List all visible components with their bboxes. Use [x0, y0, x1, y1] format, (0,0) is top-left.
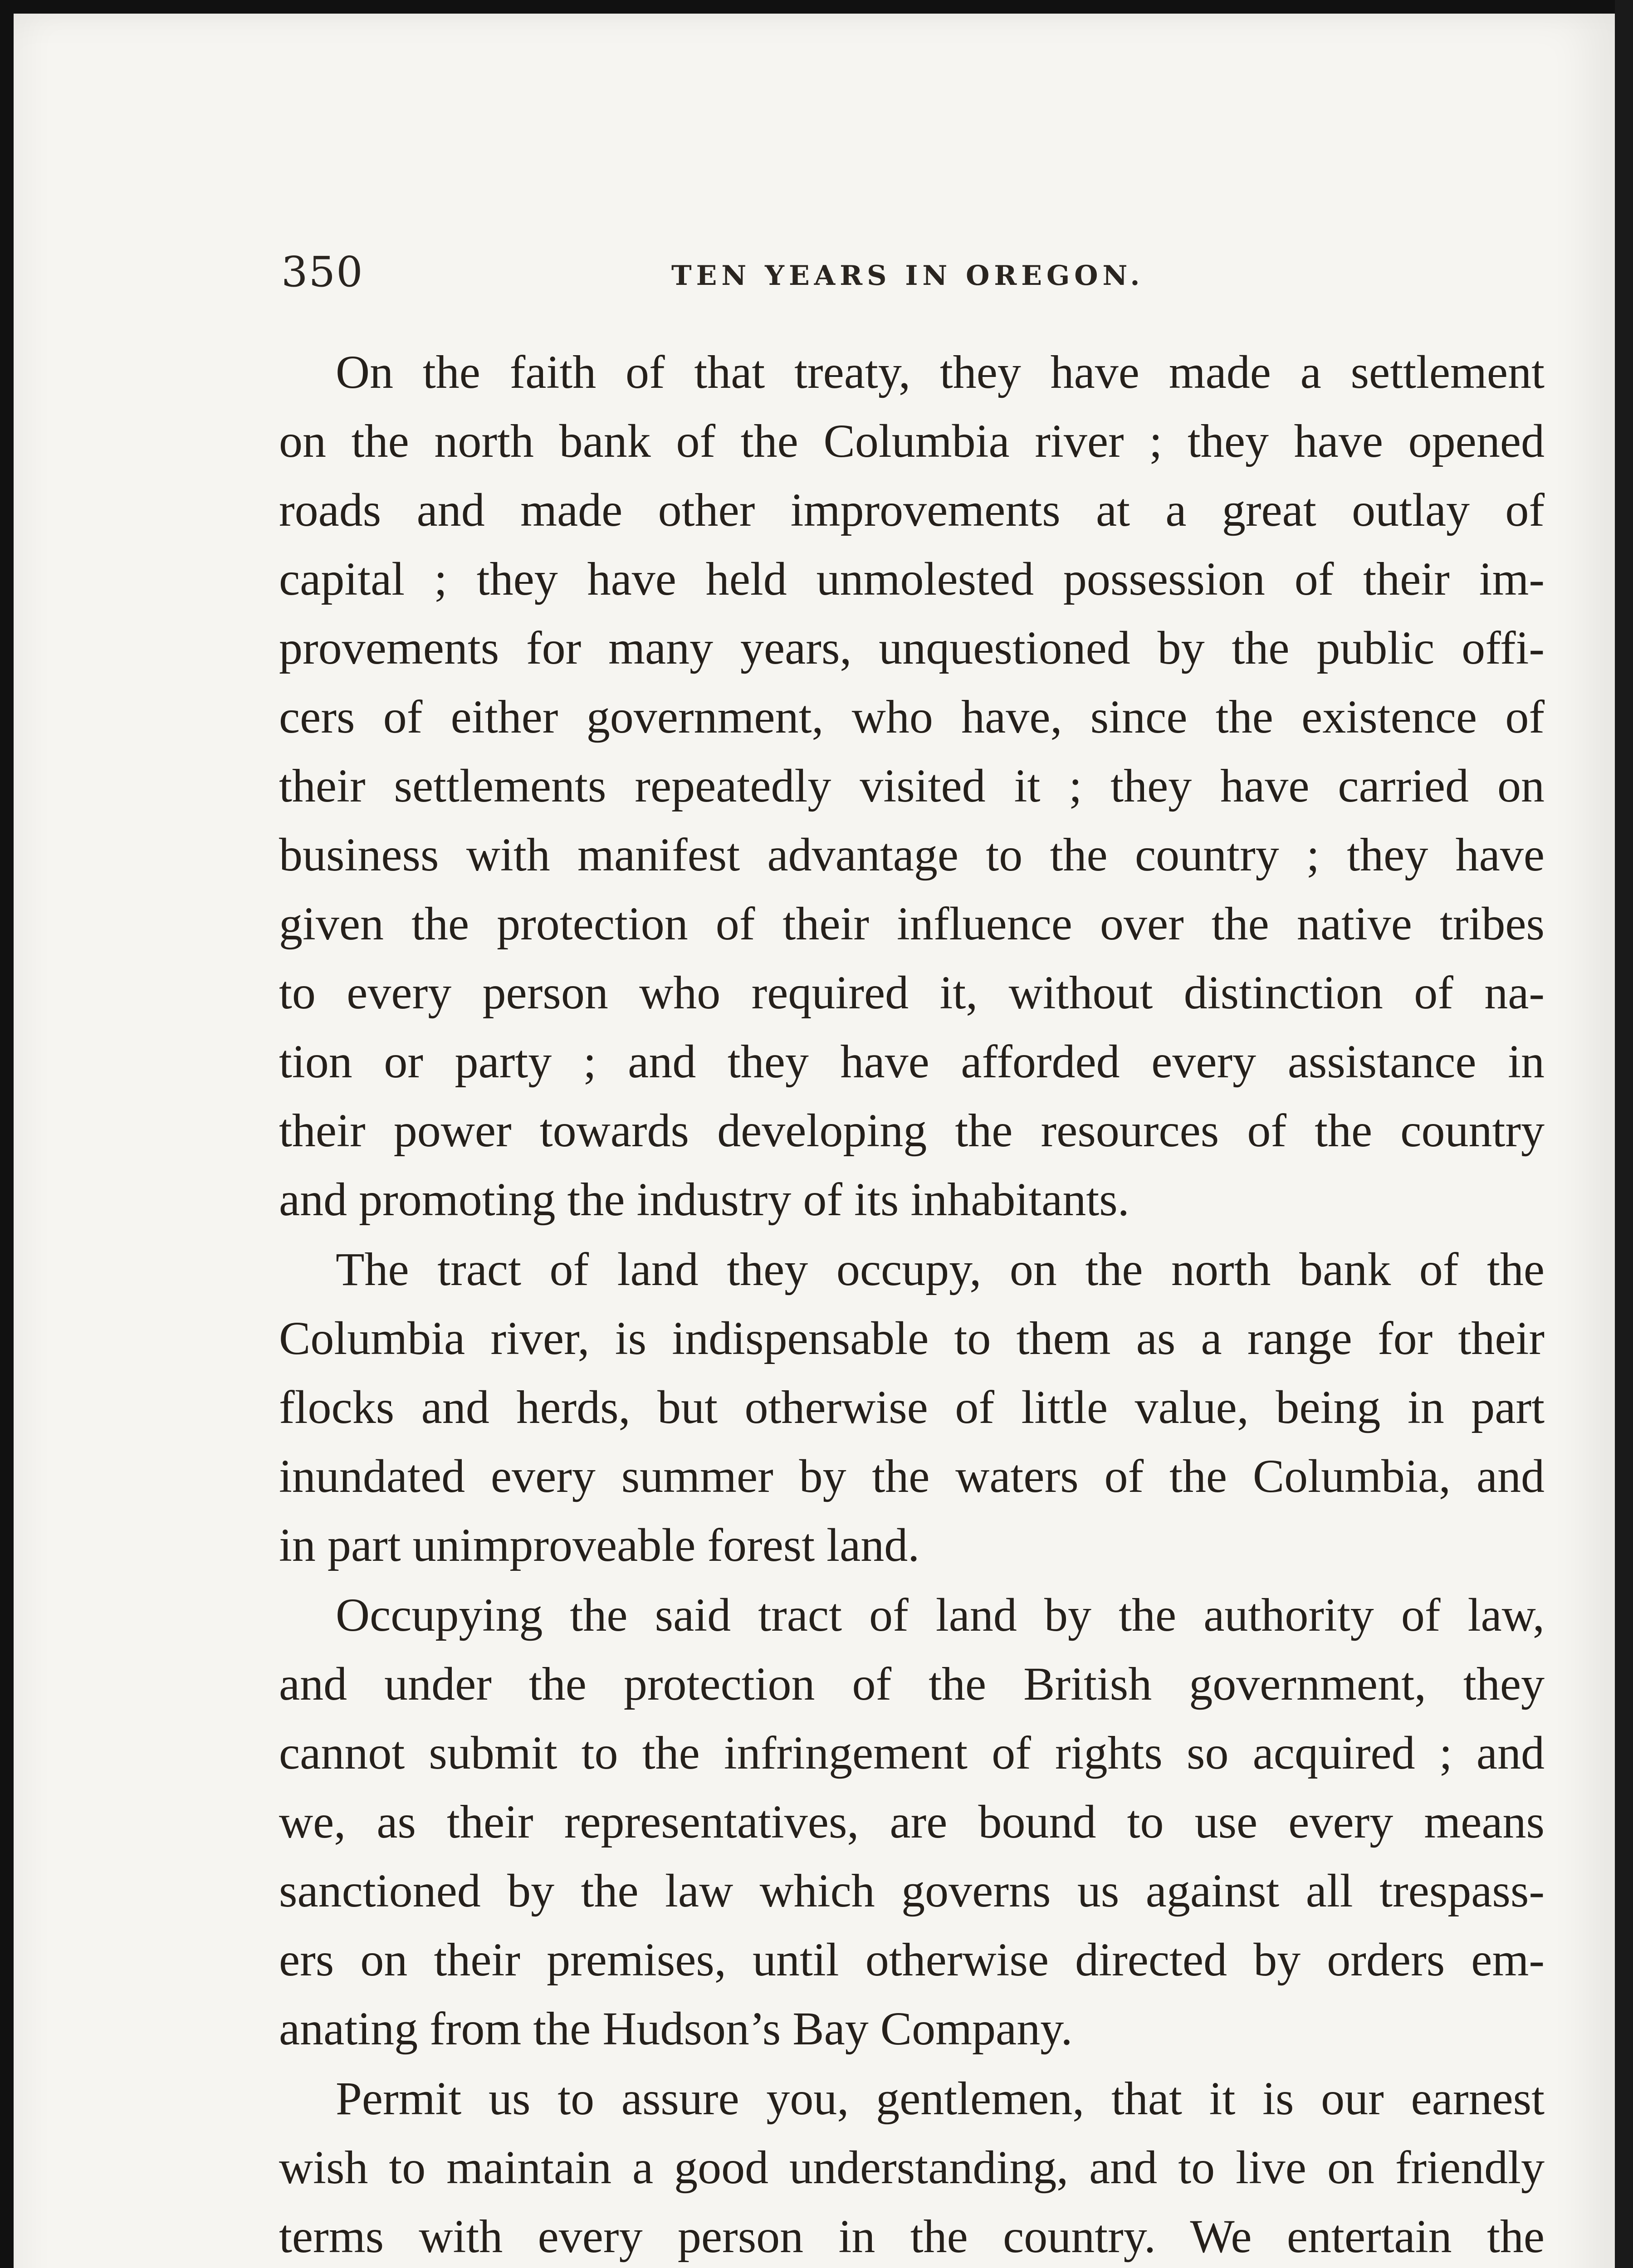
text-line: cannot submit to the infringement of rights so acquired ; and	[279, 1727, 1545, 1779]
text-line: cers of either government, who have, since the existence of	[279, 691, 1545, 743]
text-line: given the protection of their influence over the native tribes	[279, 898, 1545, 950]
text-line: business with manifest advantage to the country ; they have	[279, 829, 1545, 881]
page-number: 350	[281, 248, 364, 296]
text-line: Occupying the said tract of land by the authority of law,	[336, 1589, 1545, 1641]
scan-border	[1615, 0, 1633, 2268]
page-header	[272, 245, 1542, 299]
text-line: anating from the Hudson’s Bay Company.	[279, 2003, 1073, 2055]
text-line: and under the protection of the British government, they	[279, 1658, 1545, 1710]
text-line: terms with every person in the country. We entertain the	[279, 2210, 1545, 2263]
text-line: Columbia river, is indispensable to them as a range for their	[279, 1312, 1545, 1364]
text-line: to every person who required it, without distinction of na-	[279, 967, 1545, 1019]
text-line: and promoting the industry of its inhabitants.	[279, 1173, 1129, 1226]
text-line: flocks and herds, but otherwise of little value, being in part	[279, 1381, 1545, 1433]
text-line: tion or party ; and they have afforded every assistance in	[279, 1036, 1545, 1088]
text-line: in part unimproveable forest land.	[279, 1519, 920, 1571]
text-line: capital ; they have held unmolested possession of their im-	[279, 553, 1545, 605]
text-line: we, as their representatives, are bound to use every means	[279, 1796, 1545, 1848]
text-line: wish to maintain a good understanding, and to live on friendly	[279, 2141, 1545, 2194]
body-text	[279, 338, 1545, 2268]
text-line: on the north bank of the Columbia river ; they have opened	[279, 415, 1545, 467]
text-line: The tract of land they occupy, on the north bank of the	[336, 1243, 1545, 1295]
text-line: sanctioned by the law which governs us against all trespass-	[279, 1865, 1545, 1917]
text-line: roads and made other improvements at a great outlay of	[279, 484, 1545, 536]
running-head: TEN YEARS IN OREGON.	[671, 260, 1144, 292]
text-line: ers on their premises, until otherwise directed by orders em-	[279, 1934, 1545, 1986]
text-line: inundated every summer by the waters of the Columbia, and	[279, 1450, 1545, 1502]
text-line: On the faith of that treaty, they have made a settlement	[336, 346, 1545, 398]
text-line: their settlements repeatedly visited it ; they have carried on	[279, 760, 1545, 812]
text-line: Permit us to assure you, gentlemen, that it is our earnest	[336, 2072, 1545, 2125]
text-line: provements for many years, unquestioned by the public offi-	[279, 622, 1545, 674]
text-line: their power towards developing the resources of the country	[279, 1105, 1545, 1157]
